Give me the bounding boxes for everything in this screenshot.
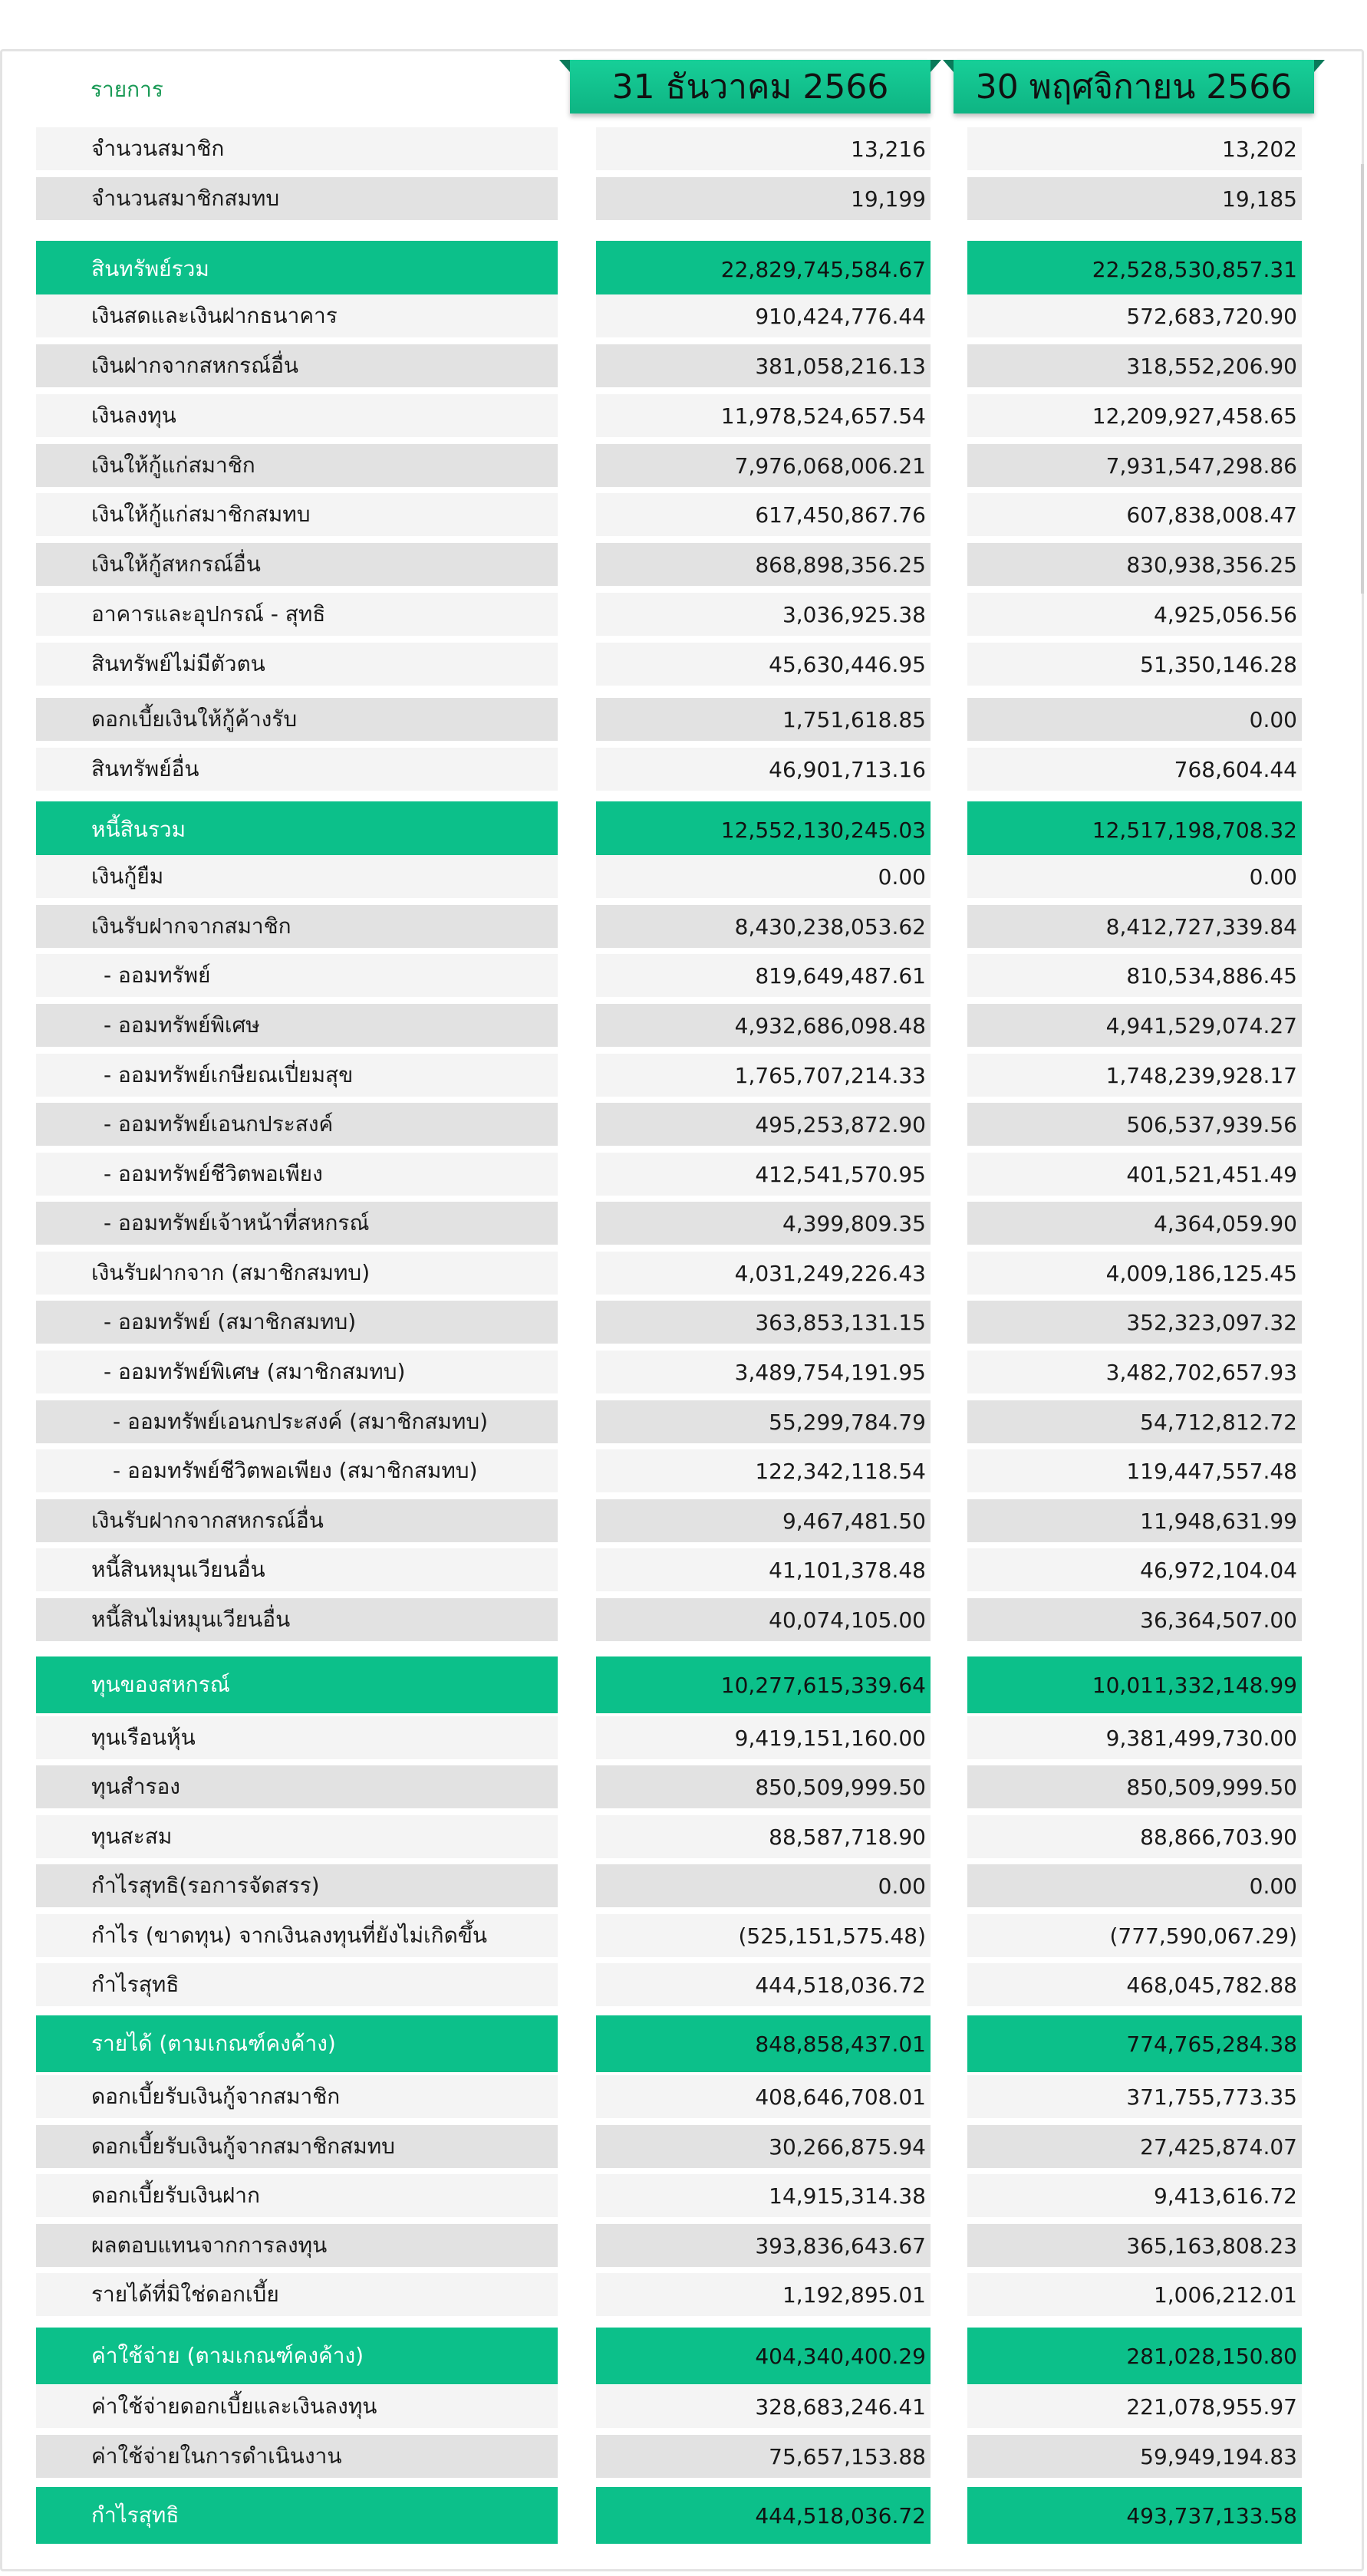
value-dec-2566: (525,151,575.48) xyxy=(596,1914,931,1957)
row-label: - ออมทรัพย์เจ้าหน้าที่สหกรณ์ xyxy=(36,1202,558,1245)
table-row xyxy=(0,1765,1367,1808)
value-nov-2566: 59,949,194.83 xyxy=(967,2435,1302,2478)
row-label: - ออมทรัพย์ (สมาชิกสมทบ) xyxy=(36,1301,558,1344)
value-dec-2566: 7,976,068,006.21 xyxy=(596,444,931,487)
table-row xyxy=(0,643,1367,686)
section-row xyxy=(0,1656,1367,1713)
table-row xyxy=(0,2075,1367,2118)
value-dec-2566: 412,541,570.95 xyxy=(596,1153,931,1196)
row-label: ค่าใช้จ่ายดอกเบี้ยและเงินลงทุน xyxy=(36,2385,558,2428)
row-label: ค่าใช้จ่าย (ตามเกณฑ์คงค้าง) xyxy=(36,2328,558,2384)
value-dec-2566: 11,978,524,657.54 xyxy=(596,394,931,437)
table-row xyxy=(0,1815,1367,1858)
value-dec-2566: 404,340,400.29 xyxy=(596,2328,931,2384)
table-row xyxy=(0,177,1367,220)
row-label: ทุนเรือนหุ้น xyxy=(36,1716,558,1759)
table-row xyxy=(0,2435,1367,2478)
value-nov-2566: 36,364,507.00 xyxy=(967,1598,1302,1641)
row-label: ทุนสะสม xyxy=(36,1815,558,1858)
row-label: - ออมทรัพย์ชีวิตพอเพียง xyxy=(36,1153,558,1196)
table-row xyxy=(0,1252,1367,1295)
section-row xyxy=(0,2487,1367,2544)
value-nov-2566: 8,412,727,339.84 xyxy=(967,905,1302,948)
table-row xyxy=(0,2385,1367,2428)
row-label: ผลตอบแทนจากการลงทุน xyxy=(36,2224,558,2267)
value-nov-2566: 221,078,955.97 xyxy=(967,2385,1302,2428)
value-dec-2566: 9,467,481.50 xyxy=(596,1499,931,1542)
row-label: ดอกเบี้ยเงินให้กู้ค้างรับ xyxy=(36,698,558,741)
value-nov-2566: 810,534,886.45 xyxy=(967,954,1302,997)
value-dec-2566: 13,216 xyxy=(596,127,931,170)
row-label: ดอกเบี้ยรับเงินกู้จากสมาชิก xyxy=(36,2075,558,2118)
table-row xyxy=(0,2273,1367,2316)
value-dec-2566: 10,277,615,339.64 xyxy=(596,1656,931,1713)
row-label: เงินลงทุน xyxy=(36,394,558,437)
table-row xyxy=(0,127,1367,170)
row-label: สินทรัพย์รวม xyxy=(36,241,558,298)
row-label: - ออมทรัพย์เอนกประสงค์ xyxy=(36,1103,558,1146)
table-row xyxy=(0,543,1367,586)
value-dec-2566: 4,399,809.35 xyxy=(596,1202,931,1245)
column-header-dec-2566: 31 ธันวาคม 2566 xyxy=(570,60,931,114)
value-nov-2566: 4,009,186,125.45 xyxy=(967,1252,1302,1295)
value-dec-2566: 3,036,925.38 xyxy=(596,593,931,636)
row-label: หนี้สินไม่หมุนเวียนอื่น xyxy=(36,1598,558,1641)
row-label: - ออมทรัพย์พิเศษ xyxy=(36,1004,558,1047)
value-nov-2566: 352,323,097.32 xyxy=(967,1301,1302,1344)
value-dec-2566: 41,101,378.48 xyxy=(596,1548,931,1591)
value-nov-2566: 318,552,206.90 xyxy=(967,344,1302,387)
value-nov-2566: 365,163,808.23 xyxy=(967,2224,1302,2267)
value-nov-2566: 774,765,284.38 xyxy=(967,2015,1302,2072)
value-dec-2566: 55,299,784.79 xyxy=(596,1400,931,1443)
table-row xyxy=(0,1004,1367,1047)
value-nov-2566: 88,866,703.90 xyxy=(967,1815,1302,1858)
row-label: หนี้สินหมุนเวียนอื่น xyxy=(36,1548,558,1591)
value-nov-2566: 768,604.44 xyxy=(967,748,1302,791)
value-dec-2566: 75,657,153.88 xyxy=(596,2435,931,2478)
row-label: เงินให้กู้แก่สมาชิก xyxy=(36,444,558,487)
table-row xyxy=(0,294,1367,337)
row-label: หนี้สินรวม xyxy=(36,801,558,858)
value-nov-2566: 0.00 xyxy=(967,698,1302,741)
value-nov-2566: 13,202 xyxy=(967,127,1302,170)
value-nov-2566: 0.00 xyxy=(967,1864,1302,1907)
table-row xyxy=(0,2174,1367,2217)
value-dec-2566: 0.00 xyxy=(596,1864,931,1907)
row-label: - ออมทรัพย์ xyxy=(36,954,558,997)
section-row xyxy=(0,241,1367,298)
table-row xyxy=(0,698,1367,741)
table-row xyxy=(0,1499,1367,1542)
table-row xyxy=(0,2224,1367,2267)
value-nov-2566: 468,045,782.88 xyxy=(967,1963,1302,2006)
row-label: เงินรับฝากจาก (สมาชิกสมทบ) xyxy=(36,1252,558,1295)
row-label: เงินรับฝากจากสมาชิก xyxy=(36,905,558,948)
row-label: เงินรับฝากจากสหกรณ์อื่น xyxy=(36,1499,558,1542)
table-row xyxy=(0,593,1367,636)
value-dec-2566: 46,901,713.16 xyxy=(596,748,931,791)
row-label: สินทรัพย์ไม่มีตัวตน xyxy=(36,643,558,686)
value-dec-2566: 408,646,708.01 xyxy=(596,2075,931,2118)
value-dec-2566: 850,509,999.50 xyxy=(596,1765,931,1808)
table-row xyxy=(0,1301,1367,1344)
value-dec-2566: 22,829,745,584.67 xyxy=(596,241,931,298)
value-dec-2566: 1,765,707,214.33 xyxy=(596,1054,931,1097)
value-nov-2566: 371,755,773.35 xyxy=(967,2075,1302,2118)
value-nov-2566: 607,838,008.47 xyxy=(967,493,1302,536)
table-row xyxy=(0,748,1367,791)
right-edge-divider xyxy=(1361,164,1364,594)
row-label: จำนวนสมาชิกสมทบ xyxy=(36,177,558,220)
table-row xyxy=(0,1548,1367,1591)
table-row xyxy=(0,1400,1367,1443)
value-nov-2566: 3,482,702,657.93 xyxy=(967,1351,1302,1393)
row-label: เงินให้กู้แก่สมาชิกสมทบ xyxy=(36,493,558,536)
table-row xyxy=(0,1963,1367,2006)
value-dec-2566: 45,630,446.95 xyxy=(596,643,931,686)
value-nov-2566: 12,517,198,708.32 xyxy=(967,801,1302,858)
value-nov-2566: 19,185 xyxy=(967,177,1302,220)
table-row xyxy=(0,1103,1367,1146)
value-dec-2566: 19,199 xyxy=(596,177,931,220)
value-nov-2566: 281,028,150.80 xyxy=(967,2328,1302,2384)
value-dec-2566: 910,424,776.44 xyxy=(596,294,931,337)
section-row xyxy=(0,2328,1367,2384)
value-dec-2566: 4,031,249,226.43 xyxy=(596,1252,931,1295)
table-row xyxy=(0,1914,1367,1957)
row-label: เงินกู้ยืม xyxy=(36,855,558,898)
value-nov-2566: 119,447,557.48 xyxy=(967,1449,1302,1492)
value-dec-2566: 8,430,238,053.62 xyxy=(596,905,931,948)
value-dec-2566: 1,192,895.01 xyxy=(596,2273,931,2316)
value-nov-2566: 11,948,631.99 xyxy=(967,1499,1302,1542)
value-dec-2566: 88,587,718.90 xyxy=(596,1815,931,1858)
value-nov-2566: 401,521,451.49 xyxy=(967,1153,1302,1196)
value-nov-2566: 9,381,499,730.00 xyxy=(967,1716,1302,1759)
table-row xyxy=(0,2125,1367,2168)
value-nov-2566: 27,425,874.07 xyxy=(967,2125,1302,2168)
row-label: เงินให้กู้สหกรณ์อื่น xyxy=(36,543,558,586)
value-nov-2566: 12,209,927,458.65 xyxy=(967,394,1302,437)
row-label: - ออมทรัพย์เอนกประสงค์ (สมาชิกสมทบ) xyxy=(36,1400,558,1443)
table-row xyxy=(0,1864,1367,1907)
value-dec-2566: 14,915,314.38 xyxy=(596,2174,931,2217)
table-row xyxy=(0,1202,1367,1245)
value-dec-2566: 617,450,867.76 xyxy=(596,493,931,536)
row-label: ค่าใช้จ่ายในการดำเนินงาน xyxy=(36,2435,558,2478)
table-row xyxy=(0,905,1367,948)
column-header-item: รายการ xyxy=(91,77,163,102)
row-label: ทุนสำรอง xyxy=(36,1765,558,1808)
value-dec-2566: 444,518,036.72 xyxy=(596,1963,931,2006)
row-label: - ออมทรัพย์เกษียณเปี่ยมสุข xyxy=(36,1054,558,1097)
value-nov-2566: 46,972,104.04 xyxy=(967,1548,1302,1591)
row-label: รายได้ที่มิใช่ดอกเบี้ย xyxy=(36,2273,558,2316)
value-nov-2566: 572,683,720.90 xyxy=(967,294,1302,337)
section-row xyxy=(0,2015,1367,2072)
value-nov-2566: 54,712,812.72 xyxy=(967,1400,1302,1443)
value-dec-2566: 3,489,754,191.95 xyxy=(596,1351,931,1393)
right-edge-divider xyxy=(1361,544,1364,591)
value-nov-2566: 10,011,332,148.99 xyxy=(967,1656,1302,1713)
table-row xyxy=(0,344,1367,387)
value-dec-2566: 819,649,487.61 xyxy=(596,954,931,997)
value-dec-2566: 30,266,875.94 xyxy=(596,2125,931,2168)
table-row xyxy=(0,1153,1367,1196)
table-row xyxy=(0,1598,1367,1641)
value-nov-2566: 1,006,212.01 xyxy=(967,2273,1302,2316)
row-label: เงินฝากจากสหกรณ์อื่น xyxy=(36,344,558,387)
value-nov-2566: 0.00 xyxy=(967,855,1302,898)
table-row xyxy=(0,1054,1367,1097)
value-dec-2566: 363,853,131.15 xyxy=(596,1301,931,1344)
column-header-nov-2566: 30 พฤศจิกายน 2566 xyxy=(954,60,1314,114)
table-row xyxy=(0,493,1367,536)
row-label: ทุนของสหกรณ์ xyxy=(36,1656,558,1713)
row-label: กำไรสุทธิ xyxy=(36,2487,558,2544)
value-dec-2566: 444,518,036.72 xyxy=(596,2487,931,2544)
row-label: - ออมทรัพย์ชีวิตพอเพียง (สมาชิกสมทบ) xyxy=(36,1449,558,1492)
value-dec-2566: 848,858,437.01 xyxy=(596,2015,931,2072)
value-dec-2566: 1,751,618.85 xyxy=(596,698,931,741)
value-dec-2566: 12,552,130,245.03 xyxy=(596,801,931,858)
value-dec-2566: 868,898,356.25 xyxy=(596,543,931,586)
table-row xyxy=(0,1716,1367,1759)
value-nov-2566: 506,537,939.56 xyxy=(967,1103,1302,1146)
value-nov-2566: 493,737,133.58 xyxy=(967,2487,1302,2544)
row-label: รายได้ (ตามเกณฑ์คงค้าง) xyxy=(36,2015,558,2072)
value-dec-2566: 328,683,246.41 xyxy=(596,2385,931,2428)
value-dec-2566: 0.00 xyxy=(596,855,931,898)
row-label: ดอกเบี้ยรับเงินกู้จากสมาชิกสมทบ xyxy=(36,2125,558,2168)
value-dec-2566: 393,836,643.67 xyxy=(596,2224,931,2267)
value-nov-2566: 9,413,616.72 xyxy=(967,2174,1302,2217)
value-nov-2566: 51,350,146.28 xyxy=(967,643,1302,686)
value-nov-2566: 4,941,529,074.27 xyxy=(967,1004,1302,1047)
row-label: จำนวนสมาชิก xyxy=(36,127,558,170)
table-row xyxy=(0,394,1367,437)
table-row xyxy=(0,1351,1367,1393)
row-label: เงินสดและเงินฝากธนาคาร xyxy=(36,294,558,337)
table-row xyxy=(0,444,1367,487)
row-label: สินทรัพย์อื่น xyxy=(36,748,558,791)
row-label: อาคารและอุปกรณ์ - สุทธิ xyxy=(36,593,558,636)
value-dec-2566: 40,074,105.00 xyxy=(596,1598,931,1641)
value-nov-2566: 4,364,059.90 xyxy=(967,1202,1302,1245)
value-nov-2566: (777,590,067.29) xyxy=(967,1914,1302,1957)
value-nov-2566: 850,509,999.50 xyxy=(967,1765,1302,1808)
value-nov-2566: 7,931,547,298.86 xyxy=(967,444,1302,487)
value-dec-2566: 9,419,151,160.00 xyxy=(596,1716,931,1759)
value-nov-2566: 4,925,056.56 xyxy=(967,593,1302,636)
value-dec-2566: 495,253,872.90 xyxy=(596,1103,931,1146)
section-row xyxy=(0,801,1367,858)
row-label: กำไรสุทธิ(รอการจัดสรร) xyxy=(36,1864,558,1907)
value-nov-2566: 830,938,356.25 xyxy=(967,543,1302,586)
row-label: กำไร (ขาดทุน) จากเงินลงทุนที่ยังไม่เกิดขึ้น xyxy=(36,1914,558,1957)
row-label: - ออมทรัพย์พิเศษ (สมาชิกสมทบ) xyxy=(36,1351,558,1393)
value-nov-2566: 1,748,239,928.17 xyxy=(967,1054,1302,1097)
table-row xyxy=(0,855,1367,898)
value-dec-2566: 4,932,686,098.48 xyxy=(596,1004,931,1047)
table-row xyxy=(0,1449,1367,1492)
value-dec-2566: 122,342,118.54 xyxy=(596,1449,931,1492)
value-nov-2566: 22,528,530,857.31 xyxy=(967,241,1302,298)
row-label: ดอกเบี้ยรับเงินฝาก xyxy=(36,2174,558,2217)
row-label: กำไรสุทธิ xyxy=(36,1963,558,2006)
table-row xyxy=(0,954,1367,997)
value-dec-2566: 381,058,216.13 xyxy=(596,344,931,387)
